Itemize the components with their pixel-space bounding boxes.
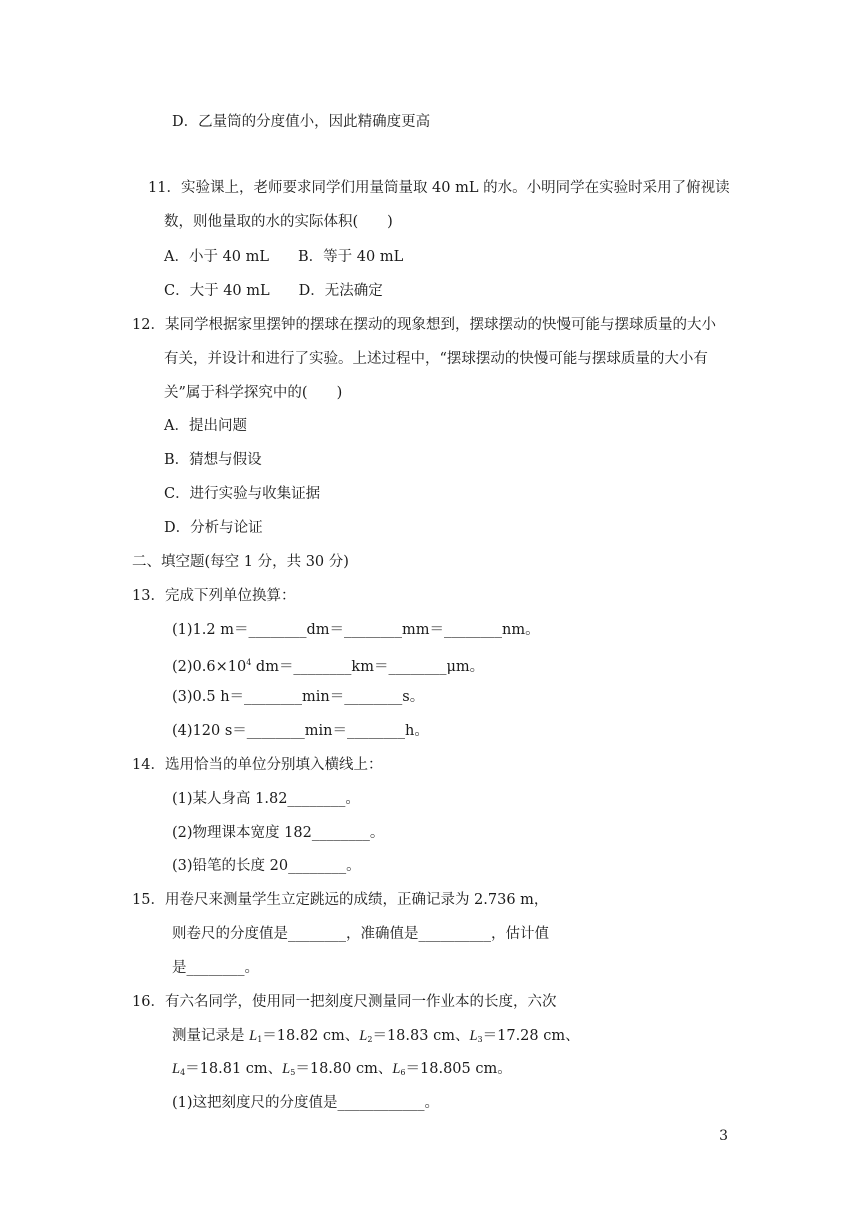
q15-stem-line3: 是________。 [172, 960, 259, 976]
q12-stem-line1: 12．某同学根据家里摆钟的摆球在摆动的现象想到，摆球摆动的快慢可能与摆球质量的大小 [132, 317, 716, 333]
section-heading-fill-blank: 二、填空题(每空 1 分，共 30 分) [132, 554, 349, 570]
q14-item1: (1)某人身高 1.82________。 [172, 791, 360, 807]
q10-option-d: D．乙量筒的分度值小，因此精确度更高 [172, 114, 431, 130]
q12-option-a: A．提出问题 [164, 418, 247, 434]
q12-stem-line3: 关”属于科学探究中的( ) [164, 385, 343, 401]
q13-item4: (4)120 s＝________min＝________h。 [172, 723, 429, 739]
q15-stem-line1: 15．用卷尺来测量学生立定跳远的成绩，正确记录为 2.736 m， [132, 892, 549, 908]
q16-item1: (1)这把刻度尺的分度值是____________。 [172, 1095, 440, 1111]
q13-item1: (1)1.2 m＝________dm＝________mm＝________nm。 [172, 622, 540, 638]
q12-option-b: B．猜想与假设 [164, 452, 262, 468]
q13-item3: (3)0.5 h＝________min＝________s。 [172, 689, 425, 705]
q16-stem-line3: $L_4=18.81$ cm、$L_5=18.80$ cm、$L_6=18.805$ cm。 [172, 1061, 512, 1077]
q13-item2: $(2)0.6\times 10^4$ dm＝________km＝________μm。 [172, 658, 485, 675]
exponent: 4 [246, 658, 252, 667]
q15-stem-line2: 则卷尺的分度值是________，准确值是__________，估计值 [172, 926, 549, 942]
q11-options-cd: C．大于 40 mL D．无法确定 [164, 283, 383, 299]
q14-stem: 14．选用恰当的单位分别填入横线上： [132, 757, 383, 773]
page-number: 3 [719, 1128, 728, 1144]
q16-stem-line1: 16．有六名同学，使用同一把刻度尺测量同一作业本的长度，六次 [132, 994, 557, 1010]
q12-option-d: D．分析与论证 [164, 520, 263, 536]
q14-item2: (2)物理课本宽度 182________。 [172, 825, 385, 841]
q11-stem-line2: 数，则他量取的水的实际体积( ) [164, 214, 393, 230]
q13-stem: 13．完成下列单位换算： [132, 588, 296, 604]
q11-stem-line1: 11．实验课上，老师要求同学们用量筒量取 40 mL 的水。小明同学在实验时采用了俯视读 [148, 180, 730, 196]
q16-stem-line2: 测量记录是 $L_1=18.82$ cm、$L_2=18.83$ cm、$L_3=17.28$ cm、 [172, 1028, 580, 1044]
q11-options-ab: A．小于 40 mL B．等于 40 mL [164, 249, 404, 265]
q12-option-c: C．进行实验与收集证据 [164, 486, 321, 502]
q14-item3: (3)铅笔的长度 20________。 [172, 858, 361, 874]
q12-stem-line2: 有关，并设计和进行了实验。上述过程中，“摆球摆动的快慢可能与摆球质量的大小有 [164, 351, 708, 367]
